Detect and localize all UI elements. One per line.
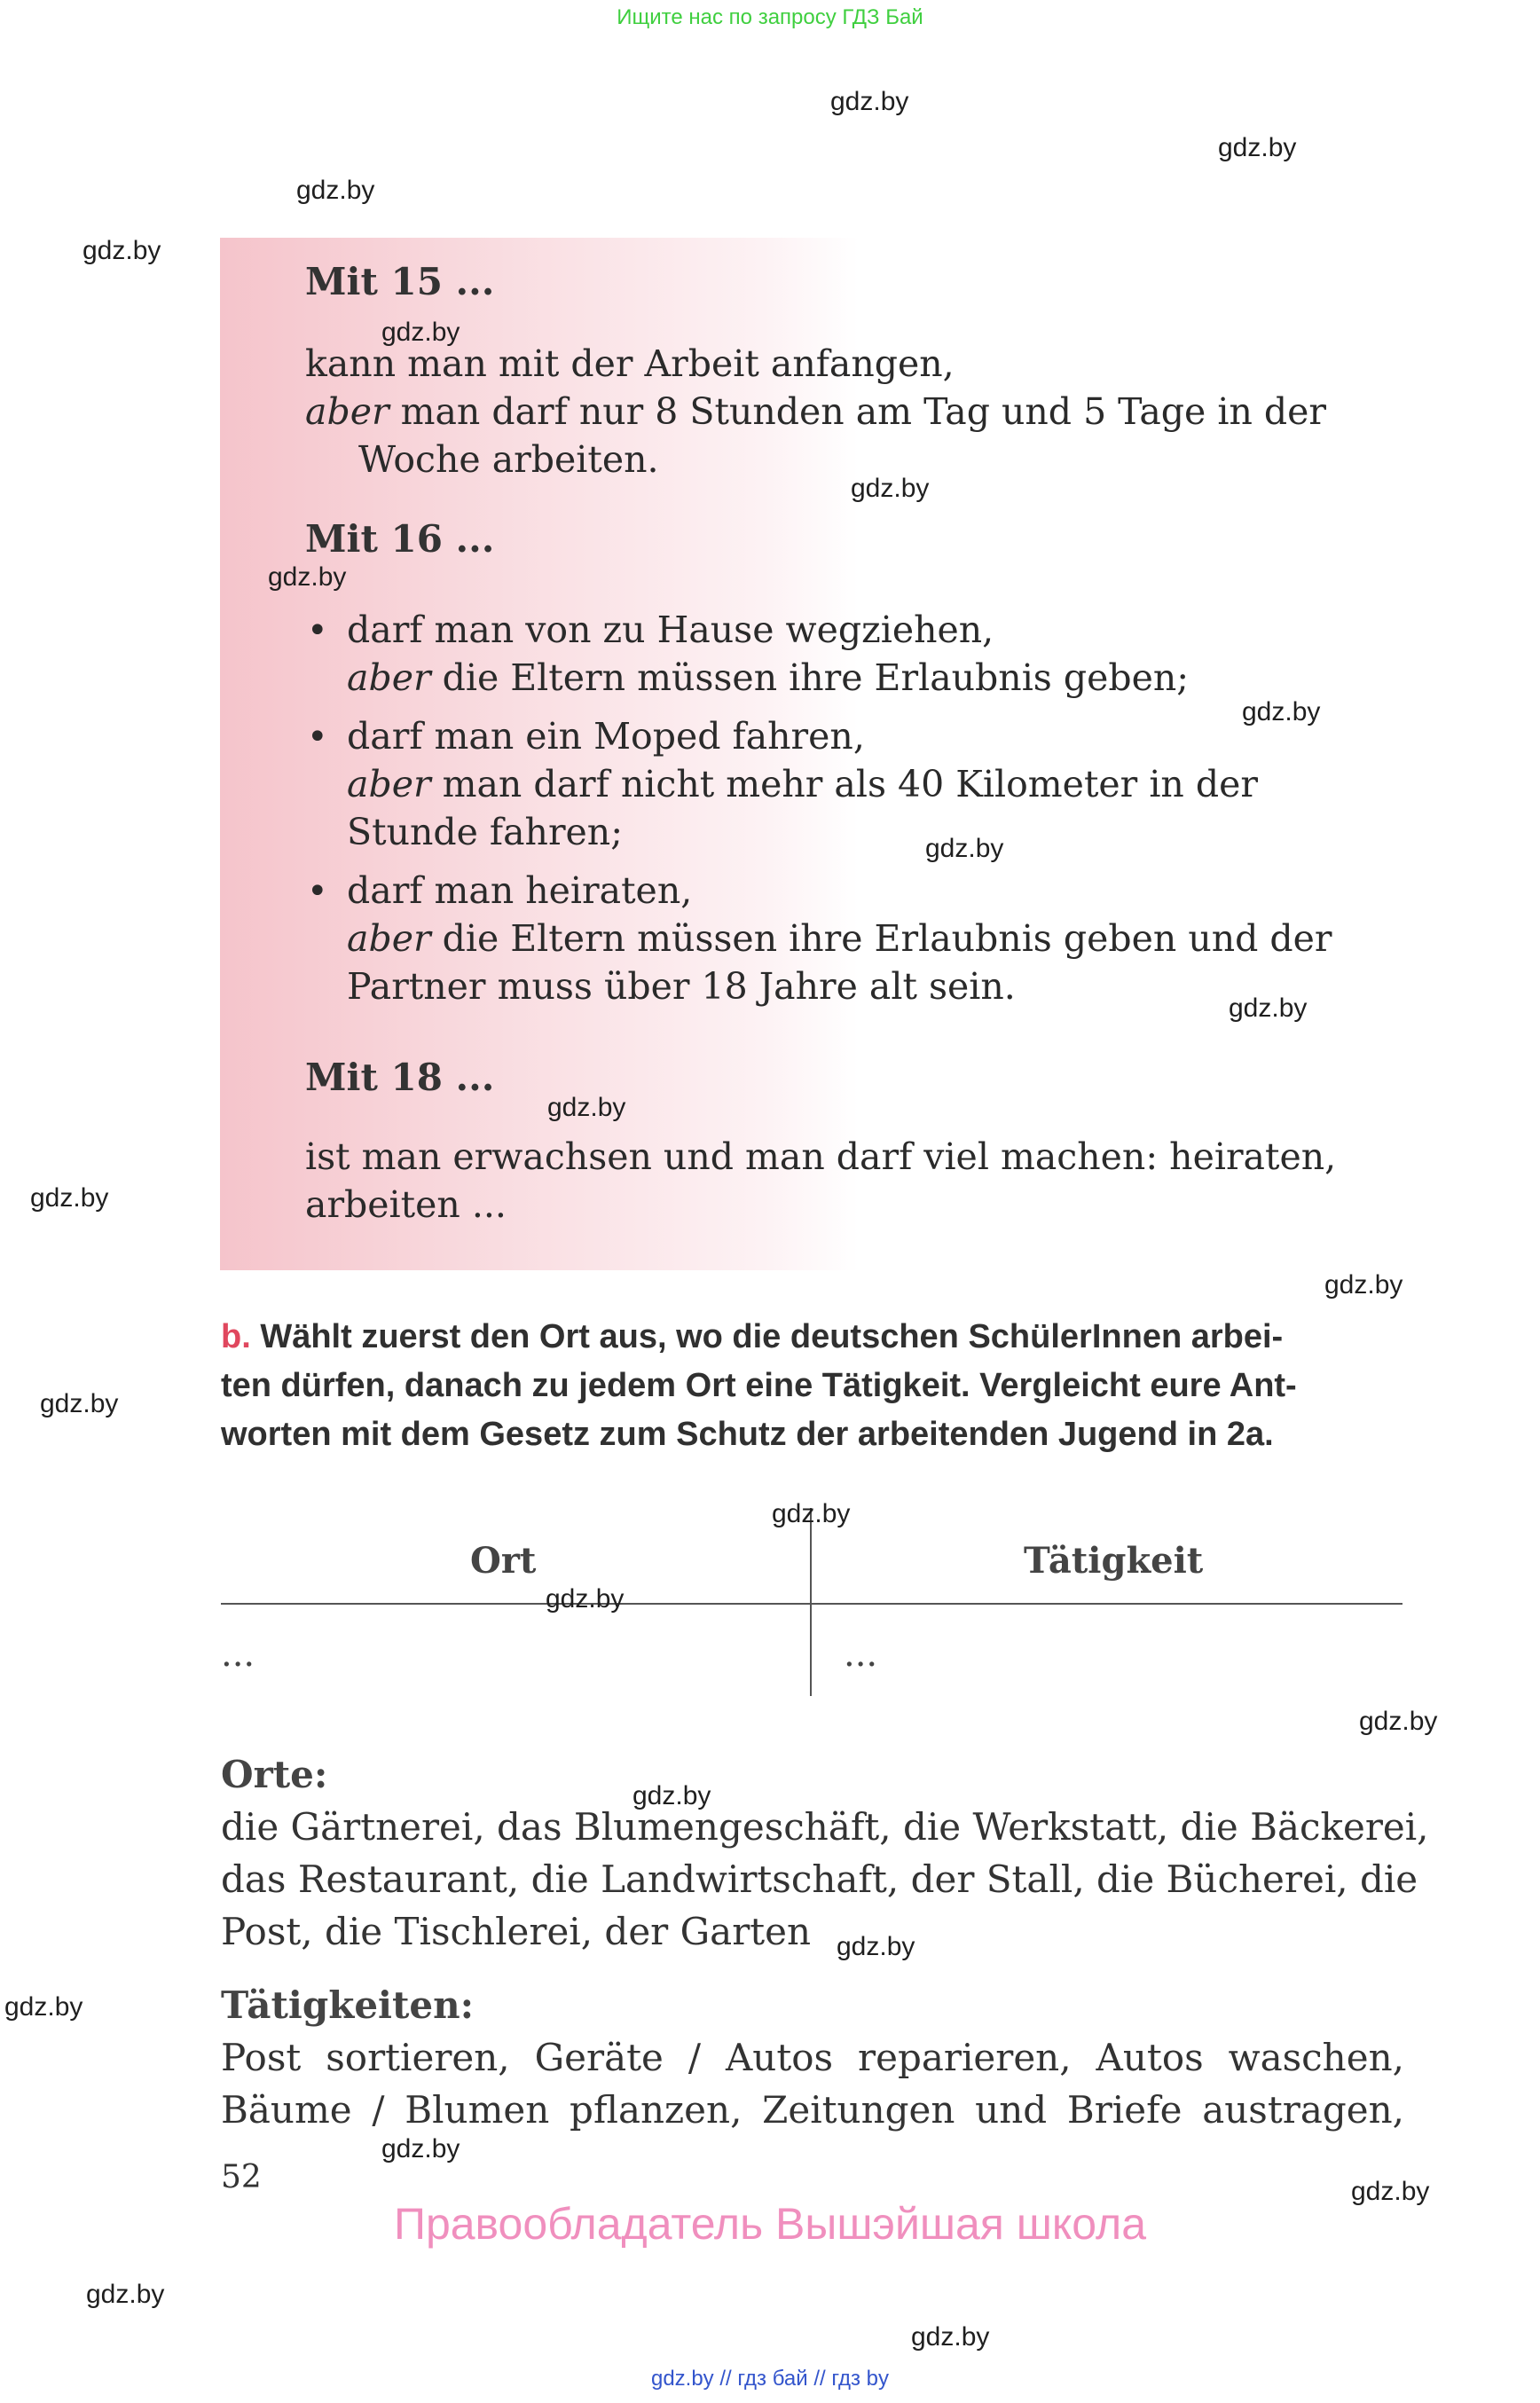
watermark: gdz.by [911, 2322, 990, 2352]
age16-item-1-line-2-text: die Eltern müssen ihre Erlaubnis geben; [430, 656, 1190, 699]
watermark: gdz.by [296, 176, 375, 205]
aber-word: aber [347, 763, 431, 805]
table-header-ort: Ort [470, 1540, 537, 1582]
watermark: gdz.by [381, 318, 460, 347]
watermark: gdz.by [632, 1781, 711, 1810]
task-line-1 [221, 1318, 1283, 1356]
table-header-taetigkeit: Tätigkeit [1024, 1540, 1204, 1582]
task-line-1-text: Wählt zuerst den Ort aus, wo die deutschen SchülerInnen arbei- [260, 1318, 1284, 1355]
watermark: gdz.by [925, 834, 1004, 863]
taetigkeiten-line-1: Post sortieren, Geräte / Autos reparieren, Autos waschen, [221, 2036, 1404, 2079]
watermark: gdz.by [86, 2280, 165, 2309]
copyright-owner: Правообладатель Вышэйшая школа [394, 2199, 1146, 2249]
orte-line-3: Post, die Tischlerei, der Garten [221, 1910, 812, 1953]
watermark: gdz.by [1351, 2177, 1430, 2206]
task-letter: b. [221, 1318, 251, 1355]
age16-item-3-line-2-text: die Eltern müssen ihre Erlaubnis geben und der [430, 917, 1332, 960]
orte-line-2: das Restaurant, die Landwirtschaft, der Stall, die Bücherei, die [221, 1857, 1418, 1901]
age16-item-2-line-3: Stunde fahren; [347, 811, 624, 853]
watermark: gdz.by [851, 474, 930, 503]
watermark: gdz.by [547, 1093, 626, 1122]
task-line-3: worten mit dem Gesetz zum Schutz der arbeitenden Jugend in 2a. [221, 1416, 1274, 1453]
aber-word: aber [347, 917, 431, 960]
watermark: gdz.by [82, 236, 161, 265]
watermark: gdz.by [30, 1183, 109, 1213]
watermark: gdz.by [772, 1499, 851, 1528]
age18-line-1: ist man erwachsen und man darf viel machen: heiraten, [305, 1135, 1337, 1178]
bullet-icon: • [307, 610, 328, 651]
table-cell-taetigkeit: ... [844, 1634, 878, 1675]
aber-word: aber [305, 390, 389, 433]
age15-line-1: kann man mit der Arbeit anfangen, [305, 342, 955, 385]
top-banner: Ищите нас по запросу ГДЗ Бай [617, 5, 923, 29]
watermark: gdz.by [830, 87, 909, 116]
taetigkeiten-heading: Tätigkeiten: [221, 1983, 475, 2027]
watermark: gdz.by [1218, 133, 1297, 162]
heading-age-16: Mit 16 ... [305, 517, 495, 561]
heading-age-15: Mit 15 ... [305, 260, 495, 303]
age16-item-2-line-1: darf man ein Moped fahren, [347, 715, 865, 758]
watermark: gdz.by [546, 1584, 625, 1614]
table-vertical-rule [810, 1508, 812, 1696]
watermark: gdz.by [1229, 993, 1308, 1023]
table-horizontal-rule [221, 1603, 1402, 1605]
taetigkeiten-line-2: Bäume / Blumen pflanzen, Zeitungen und Briefe austragen, [221, 2088, 1404, 2132]
watermark: gdz.by [40, 1389, 119, 1418]
age16-item-2-line-2-text: man darf nicht mehr als 40 Kilometer in der [430, 763, 1258, 805]
footer-links: gdz.by // гдз бай // гдз by [650, 2367, 890, 2391]
page-number: 52 [221, 2159, 262, 2195]
age16-item-3-line-1: darf man heiraten, [347, 869, 693, 912]
age15-line-3: Woche arbeiten. [358, 438, 659, 481]
watermark: gdz.by [1324, 1270, 1403, 1300]
watermark: gdz.by [1359, 1707, 1438, 1736]
aber-word: aber [347, 656, 431, 699]
orte-line-1: die Gärtnerei, das Blumengeschäft, die Werkstatt, die Bäckerei, [221, 1805, 1429, 1849]
age15-line-2-text: man darf nur 8 Stunden am Tag und 5 Tage in der [389, 390, 1326, 433]
table-cell-ort: ... [221, 1634, 255, 1675]
bullet-icon: • [307, 871, 328, 912]
age16-item-1-line-2 [347, 656, 1189, 699]
orte-heading: Orte: [221, 1753, 328, 1796]
watermark: gdz.by [837, 1932, 915, 1961]
task-line-2: ten dürfen, danach zu jedem Ort eine Tätigkeit. Vergleicht eure Ant- [221, 1367, 1297, 1404]
watermark: gdz.by [381, 2134, 460, 2163]
watermark: gdz.by [1242, 697, 1321, 726]
bullet-icon: • [307, 717, 328, 758]
age18-line-2: arbeiten ... [305, 1183, 507, 1226]
heading-age-18: Mit 18 ... [305, 1056, 495, 1099]
age16-item-2-line-2 [347, 763, 1258, 805]
age16-item-3-line-2 [347, 917, 1332, 960]
watermark: gdz.by [4, 1992, 83, 2022]
age16-item-1-line-1: darf man von zu Hause wegziehen, [347, 609, 994, 651]
age15-line-2 [305, 390, 1326, 433]
age16-item-3-line-3: Partner muss über 18 Jahre alt sein. [347, 965, 1016, 1008]
watermark: gdz.by [268, 562, 347, 592]
